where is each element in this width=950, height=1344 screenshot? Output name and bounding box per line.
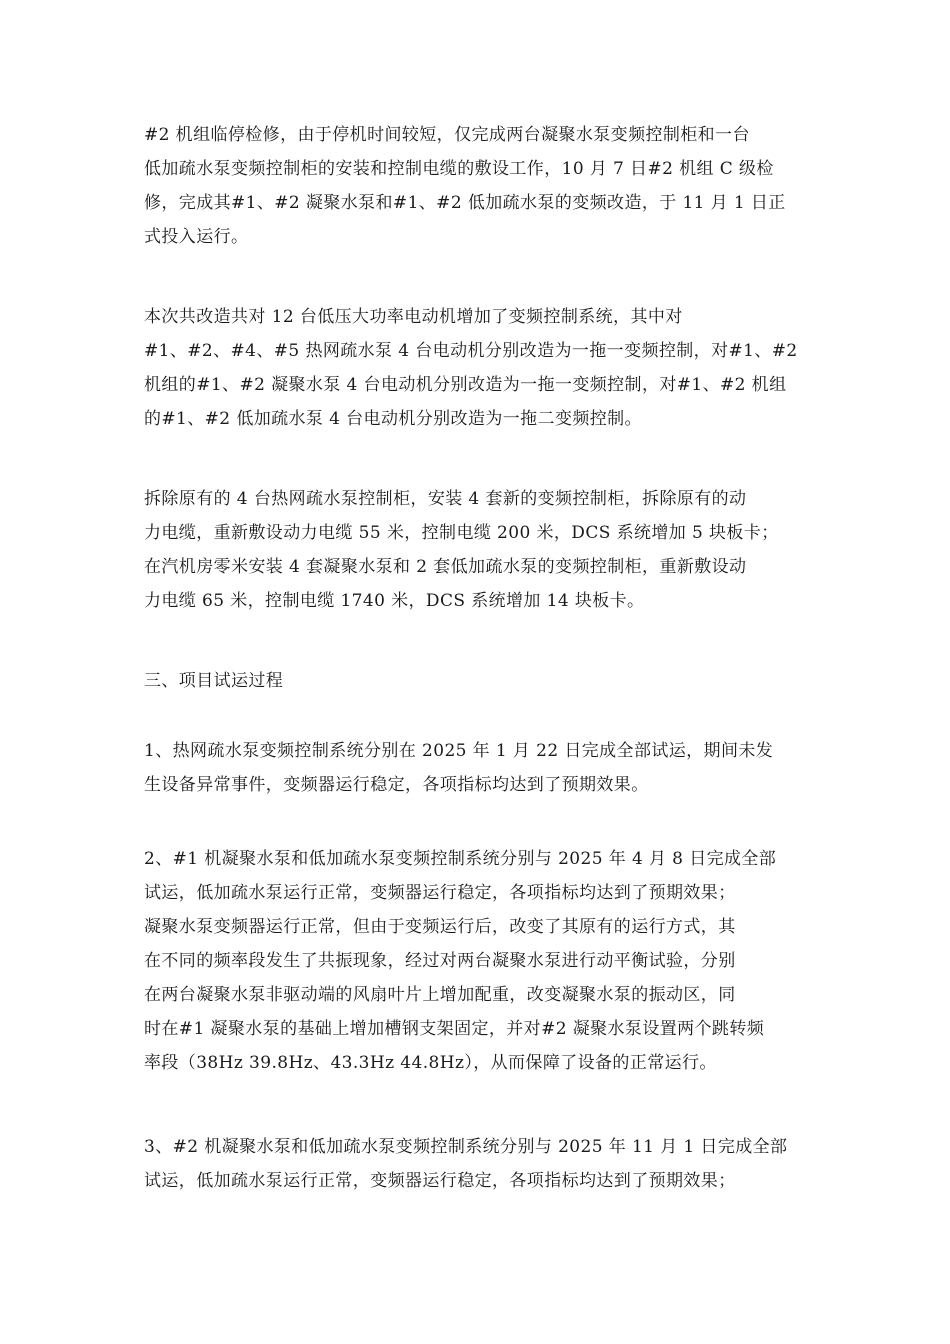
text-line: 在汽机房零米安装 4 套凝聚水泵和 2 套低加疏水泵的变频控制柜，重新敷设动 [144,557,747,577]
text-line: 机组的#1、#2 凝聚水泵 4 台电动机分别改造为一拖一变频控制，对#1、#2 机组 [144,375,787,395]
text-line: 生设备异常事件，变频器运行稳定，各项指标均达到了预期效果。 [144,775,649,795]
list-item-heat-network-pump [144,734,810,802]
text-line: 率段（38Hz 39.8Hz、43.3Hz 44.8Hz），从而保障了设备的正常运行。 [144,1053,717,1073]
text-line: 2、#1 机凝聚水泵和低加疏水泵变频控制系统分别与 2025 年 4 月 8 日完成全部 [144,849,777,869]
text-line: 本次共改造共对 12 台低压大功率电动机增加了变频控制系统，其中对 [144,307,683,327]
list-item-unit1-pumps [144,842,810,1080]
paragraph-unit2-maintenance [144,118,810,254]
text-line: 低加疏水泵变频控制柜的安装和控制电缆的敷设工作，10 月 7 日#2 机组 C 级检 [144,159,774,179]
text-line: #1、#2、#4、#5 热网疏水泵 4 台电动机分别改造为一拖一变频控制，对#1、#2 [144,341,798,361]
text-line: #2 机组临停检修，由于停机时间较短，仅完成两台凝聚水泵变频控制柜和一台 [144,125,750,145]
text-line: 试运，低加疏水泵运行正常，变频器运行稳定，各项指标均达到了预期效果； [144,883,736,903]
text-line: 修，完成其#1、#2 凝聚水泵和#1、#2 低加疏水泵的变频改造，于 11 月 1 日正 [144,193,786,213]
text-line: 力电缆，重新敷设动力电缆 55 米，控制电缆 200 米，DCS 系统增加 5 块板卡； [144,523,779,543]
text-line: 凝聚水泵变频器运行正常，但由于变频运行后，改变了其原有的运行方式，其 [144,917,736,937]
text-line: 试运，低加疏水泵运行正常，变频器运行稳定，各项指标均达到了预期效果； [144,1171,736,1191]
paragraph-retrofit-scope [144,300,810,436]
list-item-unit2-pumps [144,1130,810,1198]
text-line: 在两台凝聚水泵非驱动端的风扇叶片上增加配重，改变凝聚水泵的振动区，同 [144,985,736,1005]
text-line: 的#1、#2 低加疏水泵 4 台电动机分别改造为一拖二变频控制。 [144,409,642,429]
paragraph-installation-work [144,482,810,618]
section-heading-trial-run: 三、项目试运过程 [144,671,284,691]
text-line: 3、#2 机凝聚水泵和低加疏水泵变频控制系统分别与 2025 年 11 月 1 日完成全部 [144,1137,788,1157]
text-line: 在不同的频率段发生了共振现象，经过对两台凝聚水泵进行动平衡试验，分别 [144,951,736,971]
text-line: 1、热网疏水泵变频控制系统分别在 2025 年 1 月 22 日完成全部试运，期间未发 [144,741,774,761]
text-line: 拆除原有的 4 台热网疏水泵控制柜，安装 4 套新的变频控制柜，拆除原有的动 [144,489,747,509]
text-line: 时在#1 凝聚水泵的基础上增加槽钢支架固定，并对#2 凝聚水泵设置两个跳转频 [144,1019,765,1039]
text-line: 力电缆 65 米，控制电缆 1740 米，DCS 系统增加 14 块板卡。 [144,591,645,611]
text-line: 式投入运行。 [144,227,249,247]
